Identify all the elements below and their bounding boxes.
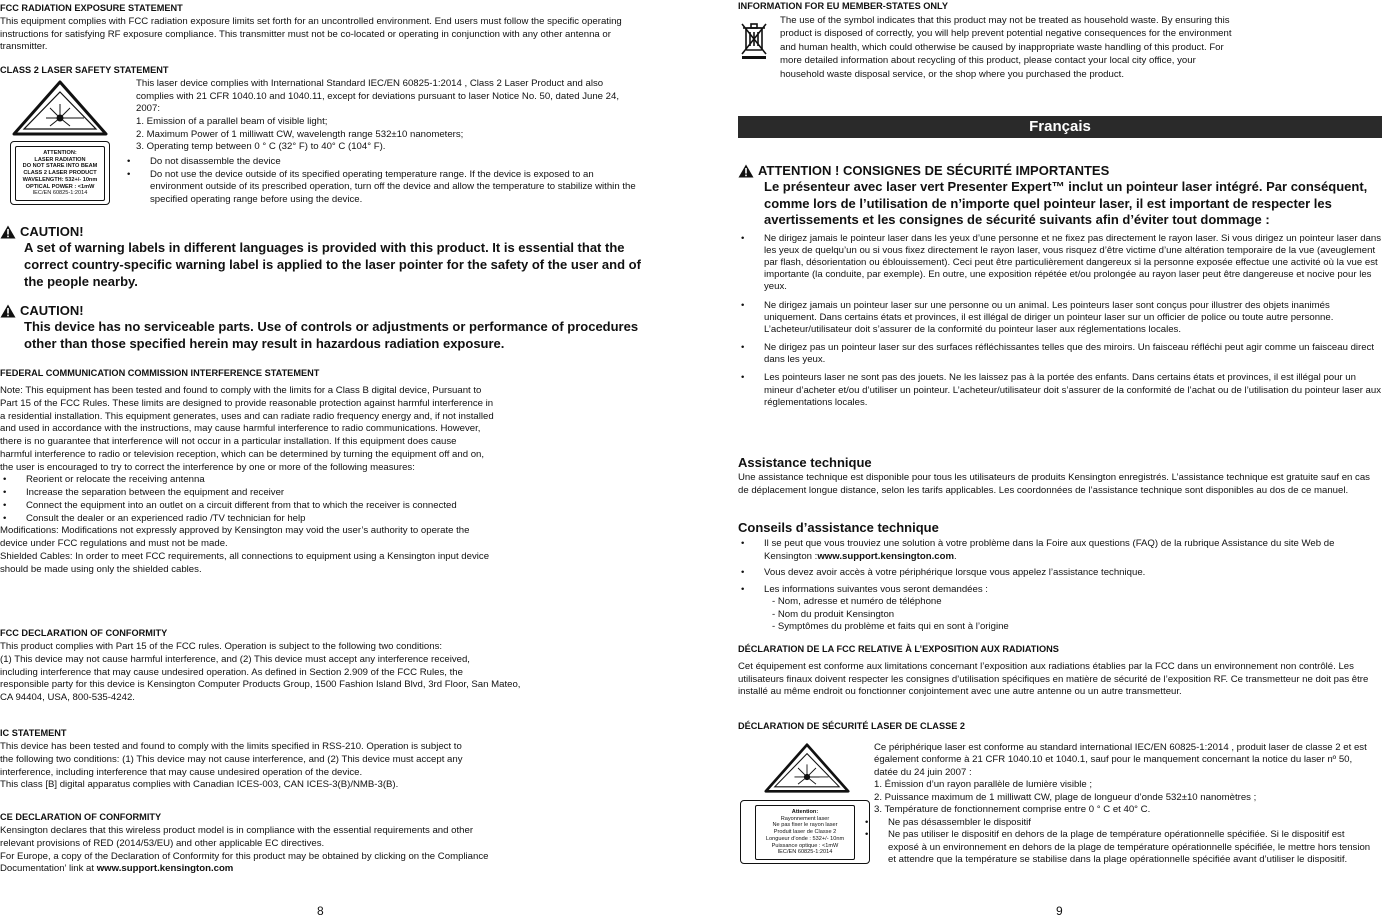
caution-2 xyxy=(0,302,650,353)
tips-bullet xyxy=(764,538,1382,563)
fcc-doc-section xyxy=(0,627,650,705)
ce-section xyxy=(0,811,650,876)
attention-bullet: • Ne dirigez jamais un pointeur laser sur une personne ou un animal. Les pointeurs laser sont conçus pour illustrer des objets inanimés uniquement. Dans certains états et provinces, il est illégal de diriger un pointeur laser sur un officier de police ou toute autre personne. L’acheteur/utilisateur doit s’assurer de la conformité du pointeur laser aux réglementations locales. xyxy=(764,300,1382,337)
attention-title: ATTENTION ! CONSIGNES DE SÉCURITÉ IMPORTANTES xyxy=(758,163,1110,178)
assistance-heading: Assistance technique xyxy=(738,455,872,470)
laser-warning-icon xyxy=(12,80,108,136)
laser-fr-spec: 1. Émission d’un rayon parallèle de lumière visible ; xyxy=(874,779,1093,791)
fcc-radiation-section xyxy=(0,2,650,54)
ic-line: This class [B] digital apparatus complies with Canadian ICES-003, CAN ICES-3(B)/NMB-3(B). xyxy=(0,779,399,791)
fcc-measure: • Connect the equipment into an outlet on a circuit different from that to which the receiver is connected xyxy=(26,500,650,513)
fcc-line: there is no guarantee that interference will not occur in a particular installation. If this equipment does cause xyxy=(0,436,457,448)
fcc-line: the user is encouraged to try to correct the interference by one or more of the following measures: xyxy=(0,461,415,473)
eu-line: product is disposed of correctly, you will help prevent potential negative consequences for the environment xyxy=(780,28,1232,40)
fcc-measure: • Consult the dealer or an experienced radio /TV technician for help xyxy=(26,513,650,526)
laser-bullet: • Do not use the device outside of its specified operating temperature range. If the device is exposed to an environment outside of its prescribed operation, turn off the device and allow the temperature to stabilize within the specified operating range before using the device. xyxy=(150,169,636,207)
eu-line: The use of the symbol indicates that this product may not be treated as household waste. By ensuring this xyxy=(780,15,1230,26)
fcc-doc-line: This product complies with Part 15 of the FCC rules. Operation is subject to the following two conditions: xyxy=(0,641,443,653)
laser-fr-spec: 2. Puissance maximum de 1 milliwatt CW, plage de longueur d’onde 532±10 nanomètres ; xyxy=(874,791,1257,803)
label-line: IEC/EN 60825-1:2014 xyxy=(777,849,833,856)
attention-bullet: • Ne dirigez pas un pointeur laser sur des surfaces réfléchissantes telles que des miroirs. Un faisceau réfléchi peut agir comme un faisceau direct dans les yeux. xyxy=(764,342,1382,366)
laser-spec-item: 1. Emission of a parallel beam of visible light; xyxy=(136,115,328,127)
warning-triangle-icon xyxy=(0,304,16,318)
caution-body: A set of warning labels in different languages is provided with this product. It is essential that the correct country-specific warning label is applied to the laser pointer for the safety of the user and of the people nearby. xyxy=(24,240,641,289)
laser-fr-intro: Ce périphérique laser est conforme au standard international IEC/EN 60825-1:2014 , produit laser de classe 2 et est également conforme à 21 CFR 1040.10 et 1040.1, sauf pour le manquement concernant la notice du laser nº 50, datée du 24 juin 2007 : xyxy=(874,742,1367,778)
fcc-line: harmful interference to radio or television reception, which can be determined by turning the equipment off and on, xyxy=(0,448,485,460)
fcc-fr-body: Cet équipement est conforme aux limitations concernant l’exposition aux radiations établies par la FCC dans un environnement non contrôlé. Les utilisateurs finaux doivent respecter les consignes d’utilisation spécifiques en matière de sécurité de l’exposition RF. Ce transmetteur ne doit pas être installé au même endroit ou fonctionner conjointement avec une autre antenne ou un autre transmetteur. xyxy=(738,661,1369,698)
label-line: IEC/EN 60825-1:2014 xyxy=(32,190,88,197)
tips-section xyxy=(738,519,1382,633)
label-line: Longueur d’onde : 532+/- 10nm xyxy=(765,835,845,842)
fcc-doc-line: including interference that may cause undesired operation. As defined in Section 2.909 of the FCC Rules, the xyxy=(0,666,463,678)
eu-text xyxy=(780,14,1340,81)
label-line: Rayonnement laser xyxy=(780,815,830,822)
attention-bullet: • Les pointeurs laser ne sont pas des jouets. Ne les laissez pas à la portée des enfants. Dans certains états et provinces, il est illégal pour un mineur d’acheter et/ou d’utiliser un pointeur. L’acheteur/utilisateur doit s’assurer de la conformité de l’achat ou de l’utilisation du pointeur laser aux réglementations locales. xyxy=(764,372,1382,409)
laser-label xyxy=(10,141,110,205)
page-number-right: 9 xyxy=(1056,904,1063,919)
fcc-line: Shielded Cables: In order to meet FCC requirements, all connections to equipment using a Kensington input device xyxy=(0,550,490,562)
eu-line: more detailed information about recycling of this product, please contact your local city office, your xyxy=(780,55,1196,67)
ce-line: For Europe, a copy of the Declaration of Conformity for this product may be obtained by clicking on the Compliance xyxy=(0,850,489,862)
label-line: OPTICAL POWER : <1mW xyxy=(25,183,95,190)
eu-line: household waste disposal service, or the shop where you purchased the product. xyxy=(780,68,1124,80)
fcc-line: should be made using only the shielded cables. xyxy=(0,563,202,575)
label-line: DO NOT STARE INTO BEAM xyxy=(22,163,98,170)
fcc-line: a residential installation. This equipment generates, uses and can radiate radio frequency energy and, if not installed xyxy=(0,410,494,422)
fcc-line: device under FCC regulations and must not be made. xyxy=(0,538,228,550)
caution-heading: CAUTION! xyxy=(20,303,84,318)
tips-sub-item: - Nom du produit Kensington xyxy=(772,608,895,620)
ic-section xyxy=(0,727,650,792)
support-link[interactable]: www.support.kensington.com xyxy=(817,550,954,562)
laser-warning-icon xyxy=(764,742,850,794)
fcc-radiation-heading: FCC RADIATION EXPOSURE STATEMENT xyxy=(0,3,183,13)
label-line: CLASS 2 LASER PRODUCT xyxy=(23,170,97,177)
fcc-interference-section xyxy=(0,367,650,576)
fcc-radiation-body: This equipment complies with FCC radiation exposure limits set forth for an uncontrolled environment. End users must follow the specific operating instructions for satisfying RF exposure compliance. This transmitter must not be co-located or operating in conjunction with any other antenna or transmitter. xyxy=(0,16,622,53)
label-line: ATTENTION: xyxy=(43,150,77,156)
left-page xyxy=(0,0,650,922)
laser-fr-section xyxy=(738,720,1382,732)
ic-line: the following two conditions: (1) This device may not cause interference, and (2) This device must accept any xyxy=(0,753,463,765)
fcc-fr-heading: DÉCLARATION DE LA FCC RELATIVE À L’EXPOSITION AUX RADIATIONS xyxy=(738,644,1059,654)
assistance-section xyxy=(738,454,1382,497)
laser-fr-spec: 3. Température de fonctionnement comprise entre 0 ° C et 40° C. xyxy=(874,804,1151,816)
fcc-doc-heading: FCC DECLARATION OF CONFORMITY xyxy=(0,628,168,638)
fcc-line: and used in accordance with the instructions, may cause harmful interference to radio communications. However, xyxy=(0,423,481,435)
laser-fr-text xyxy=(874,742,1378,867)
laser-safety-heading: CLASS 2 LASER SAFETY STATEMENT xyxy=(0,65,169,75)
ic-heading: IC STATEMENT xyxy=(0,728,67,738)
ic-line: This device has been tested and found to comply with the limits specified in RSS-210. Operation is subject to xyxy=(0,741,462,753)
page-number-left: 8 xyxy=(317,904,324,919)
label-line: WAVELENGTH: 532+/- 10nm xyxy=(22,176,98,183)
fcc-doc-line: responsible party for this device is Kensington Computer Products Group, 1500 Fashion Island Blvd, 3rd Floor, San Mateo, xyxy=(0,679,521,691)
laser-fr-bullet: • Ne pas utiliser le dispositif en dehors de la plage de température opérationnelle spécifiée. Si le dispositif est exposé à un environnement en dehors de la plage de température opérationnelle spécifiée, le mettre hors tension et attendre que la température se stabilise dans la plage opérationnelle spécifiée avant d’utiliser le dispositif. xyxy=(888,829,1378,866)
fcc-line: Part 15 of the FCC Rules. These limits are designed to provide reasonable protection against harmful interference in xyxy=(0,397,494,409)
ce-line-last xyxy=(0,863,650,876)
fcc-doc-line: CA 94404, USA, 800-535-4242. xyxy=(0,692,135,704)
ce-line: relevant provisions of RED (2014/53/EU) and other applicable EC directives. xyxy=(0,837,325,849)
fcc-measure: • Increase the separation between the equipment and receiver xyxy=(26,487,650,500)
label-line: Attention: xyxy=(791,809,819,815)
eu-line: and human health, which could otherwise be caused by inappropriate waste handling of this product. For xyxy=(780,41,1224,53)
tips-bullet: • Vous devez avoir accès à votre périphérique lorsque vous appelez l’assistance technique. xyxy=(764,567,1382,579)
eu-section xyxy=(738,0,1382,12)
ce-line: Kensington declares that this wireless product model is in compliance with the essential requirements and other xyxy=(0,825,474,837)
eu-heading: INFORMATION FOR EU MEMBER-STATES ONLY xyxy=(738,1,948,11)
assistance-body: Une assistance technique est disponible pour tous les utilisateurs de produits Kensington enregistrés. L’assistance technique est gratuite sauf en cas de déplacement longue distance, selon les tarifs applicables. Les coordonnées de l’assistance technique sont disponibles au dos de ce manuel. xyxy=(738,472,1370,496)
laser-fr-heading: DÉCLARATION DE SÉCURITÉ LASER DE CLASSE 2 xyxy=(738,721,965,731)
laser-fr-bullet: • Ne pas désassembler le dispositif xyxy=(888,817,1378,829)
weee-bin-icon xyxy=(740,20,768,60)
attention-subtitle: Le présenteur avec laser vert Presenter Expert™ inclut un pointeur laser intégré. Par conséquent, comme lors de l’utilisation de n’importe quel pointeur laser, il est important de respecter les avertissements et les consignes de sécurité suivants afin d’éviter tout dommage : xyxy=(764,179,1368,228)
language-banner: Français xyxy=(738,116,1382,138)
tips-sub-item: - Symptômes du problème et faits qui en sont à l’origine xyxy=(772,620,1009,632)
tips-bullet: • Les informations suivantes vous seront demandées : xyxy=(764,584,1382,596)
laser-label-fr xyxy=(740,800,870,864)
laser-spec-item: 3. Operating temp between 0 ° C (32° F) to 40° C (104° F). xyxy=(136,141,386,153)
tips-sub-item: - Nom, adresse et numéro de téléphone xyxy=(772,596,942,608)
ic-line: interference, including interference that may cause undesired operation of the device. xyxy=(0,766,363,778)
right-page xyxy=(738,0,1382,922)
fcc-fr-section xyxy=(738,643,1382,699)
laser-safety-text xyxy=(136,78,636,207)
fcc-measure: • Reorient or relocate the receiving antenna xyxy=(26,474,650,487)
laser-intro: This laser device complies with International Standard IEC/EN 60825-1:2014 , Class 2 Laser Product and also complies with 21 CFR 1040.10 and 1040.11, except for deviations pursuant to laser Notice No. 50, dated June 24, 2007: xyxy=(136,78,619,115)
laser-spec-item: 2. Maximum Power of 1 milliwatt CW, wavelength range 532±10 nanometers; xyxy=(136,128,464,140)
laser-safety-section xyxy=(0,64,650,76)
tips-b1-suffix: . xyxy=(953,550,957,562)
fcc-line: Note: This equipment has been tested and found to comply with the limits for a Class B digital device, Pursuant to xyxy=(0,385,482,397)
label-line: Produit laser de Classe 2 xyxy=(773,829,837,836)
fcc-interference-heading: FEDERAL COMMUNICATION COMMISSION INTERFERENCE STATEMENT xyxy=(0,368,320,378)
ce-heading: CE DECLARATION OF CONFORMITY xyxy=(0,812,162,822)
attention-bullet: • Ne dirigez jamais le pointeur laser dans les yeux d’une personne et ne fixez pas directement le rayon laser. Si vous dirigez un pointeur laser dans les yeux de quelqu’un ou si vous fixez directement le rayon laser, vous risquez d’être victime d’une altération temporaire de la vue (aveuglement par flash, désorientation ou éblouissement). Ceci peut être particulièrement dangereux si la personne exposée effectue une activité où la vue est importante (la conduite, par exemple). En outre, une exposition répétée et/ou prolongée au rayon laser peut être dangereuse et nocive pour les yeux. xyxy=(764,233,1382,294)
label-line: Puissance optique : <1mW xyxy=(771,842,839,849)
fcc-doc-line: (1) This device may not cause harmful interference, and (2) This device must accept any interference received, xyxy=(0,653,470,665)
label-line: Ne pas fixer le rayon laser xyxy=(772,822,838,829)
tips-b1-text: Il se peut que vous trouviez une solution à votre problème dans la Foire aux questions (FAQ) de la rubrique Assistance du site Web de Kensington : xyxy=(764,538,1335,562)
attention-section xyxy=(738,162,1382,409)
caution-body: This device has no serviceable parts. Use of controls or adjustments or performance of procedures other than those specified herein may result in hazardous radiation exposure. xyxy=(24,319,639,352)
label-line: LASER RADIATION xyxy=(34,156,86,163)
tips-heading: Conseils d’assistance technique xyxy=(738,520,939,535)
caution-1 xyxy=(0,223,650,291)
warning-triangle-icon xyxy=(0,225,16,239)
warning-triangle-icon xyxy=(738,164,754,178)
laser-bullet: • Do not disassemble the device xyxy=(150,156,636,169)
caution-heading: CAUTION! xyxy=(20,224,84,239)
ce-link-prefix: Documentation’ link at xyxy=(0,863,97,875)
support-link[interactable]: www.support.kensington.com xyxy=(96,863,234,875)
fcc-line: Modifications: Modifications not expressly approved by Kensington may void the user’s authority to operate the xyxy=(0,525,470,537)
